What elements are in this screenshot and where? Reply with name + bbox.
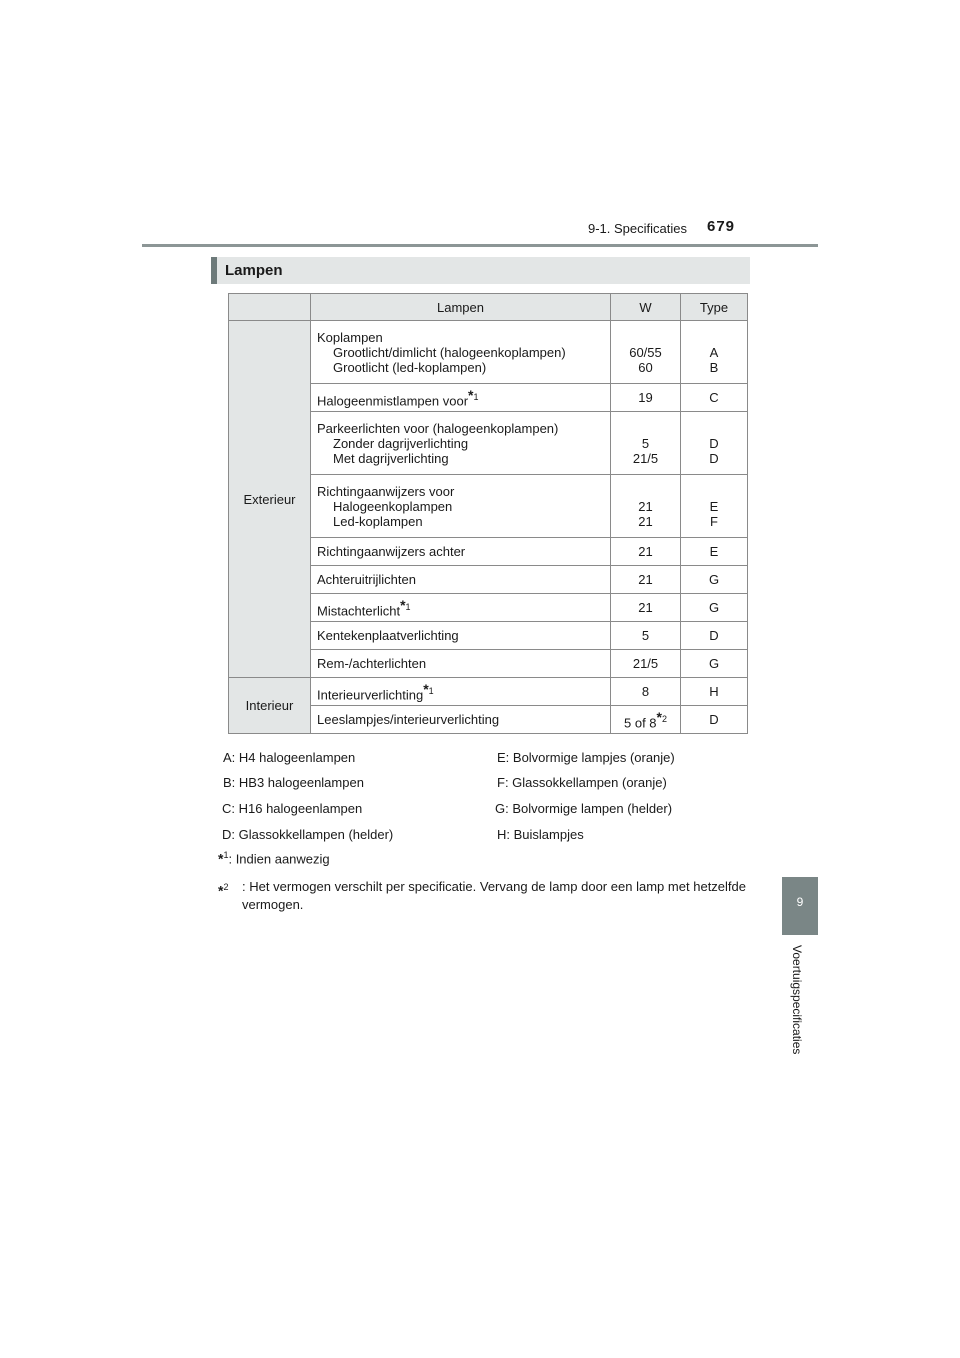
footnote-number: 1 <box>223 850 229 860</box>
column-header-watt: W <box>611 294 681 321</box>
watt-value: 5 of 8 <box>624 715 657 731</box>
type-cell: H <box>681 678 748 706</box>
lamp-sub: Grootlicht (led-koplampen) <box>333 359 487 375</box>
lamp-cell <box>311 475 611 538</box>
lamp-name: Interieurverlichting <box>317 687 424 703</box>
lamp-cell: Richtingaanwijzers achter <box>311 538 611 566</box>
legend-item: B: HB3 halogeenlampen <box>223 775 364 790</box>
legend-item: D: Glassokkellampen (helder) <box>222 827 394 842</box>
chapter-tab-label: Voertuigspecificaties <box>790 945 804 1055</box>
lamp-cell <box>311 594 611 622</box>
type-value: B <box>709 359 719 375</box>
watt-cell: 21 <box>611 566 681 594</box>
lamps-table <box>228 293 748 734</box>
watt-value: 60/55 <box>629 344 662 360</box>
watt-value: 21/5 <box>632 450 659 466</box>
section-heading-bar <box>211 257 750 284</box>
column-header-type: Type <box>681 294 748 321</box>
lamp-name: Koplampen <box>317 329 383 345</box>
type-cell: G <box>681 594 748 622</box>
footnote-mark: * <box>218 850 224 867</box>
lamp-name: Parkeerlichten voor (halogeenkoplampen) <box>317 420 559 436</box>
type-cell: C <box>681 384 748 412</box>
column-header-lamps: Lampen <box>311 294 611 321</box>
lamp-cell: Kentekenplaatverlichting <box>311 622 611 650</box>
footnote-marker: *$^2$ <box>218 882 229 899</box>
legend-item: F: Glassokkellampen (oranje) <box>497 775 667 790</box>
watt-value: 21 <box>638 498 653 514</box>
type-value: D <box>709 435 719 451</box>
legend-item: E: Bolvormige lampjes (oranje) <box>497 750 675 765</box>
type-cell: D <box>681 622 748 650</box>
watt-cell <box>611 475 681 538</box>
type-value: F <box>710 513 718 529</box>
group-interior: Interieur <box>229 678 311 734</box>
header-rule <box>142 244 818 247</box>
lamp-sub: Led-koplampen <box>333 513 423 529</box>
footnote-2 <box>218 878 746 914</box>
footnote-text: : Het vermogen verschilt per specificatie. Vervang de lamp door een lamp met hetzelfde vermogen. <box>242 879 746 912</box>
footnote-text: : Indien aanwezig <box>228 851 330 867</box>
watt-cell: 8 <box>611 678 681 706</box>
section-heading-accent <box>211 257 217 284</box>
table-row <box>229 321 748 384</box>
lamp-sub: Halogeenkoplampen <box>333 498 453 514</box>
watt-cell: 19 <box>611 384 681 412</box>
footnote-ref: *1 <box>400 596 411 613</box>
type-cell <box>681 475 748 538</box>
header-section-title: 9-1. Specificaties <box>588 221 687 236</box>
lamp-sub: Grootlicht/dimlicht (halogeenkoplampen) <box>333 344 566 360</box>
lamp-name: Mistachterlicht <box>317 603 401 619</box>
type-cell <box>681 321 748 384</box>
watt-cell <box>611 706 681 734</box>
lamp-cell <box>311 678 611 706</box>
type-value: E <box>709 498 719 514</box>
lamp-cell: Leeslampjes/interieurverlichting <box>311 706 611 734</box>
chapter-tab[interactable] <box>782 877 818 935</box>
lamp-cell <box>311 384 611 412</box>
group-exterior: Exterieur <box>229 321 311 678</box>
footnote-ref: *1 <box>468 386 479 403</box>
chapter-tab-number: 9 <box>796 895 804 909</box>
watt-value: 21 <box>638 513 653 529</box>
table-header-row <box>229 294 748 321</box>
lamp-sub: Met dagrijverlichting <box>333 450 449 466</box>
lamp-sub: Zonder dagrijverlichting <box>333 435 469 451</box>
type-value: D <box>709 450 719 466</box>
header-empty-cell <box>229 294 311 321</box>
watt-cell: 5 <box>611 622 681 650</box>
type-cell <box>681 412 748 475</box>
legend-item: C: H16 halogeenlampen <box>222 801 363 816</box>
type-value: A <box>709 344 719 360</box>
watt-cell: 21 <box>611 538 681 566</box>
footnote-ref: *2 <box>656 708 667 725</box>
type-cell: E <box>681 538 748 566</box>
watt-cell: 21/5 <box>611 650 681 678</box>
lamp-name: Richtingaanwijzers voor <box>317 483 455 499</box>
watt-cell <box>611 412 681 475</box>
section-heading-title: Lampen <box>225 262 283 279</box>
watt-value: 60 <box>638 359 653 375</box>
lamp-cell <box>311 412 611 475</box>
watt-value: 5 <box>641 435 650 451</box>
legend-item: G: Bolvormige lampen (helder) <box>495 801 673 816</box>
type-cell: D <box>681 706 748 734</box>
legend-item: A: H4 halogeenlampen <box>223 750 356 765</box>
table-row <box>229 678 748 706</box>
lamp-cell <box>311 321 611 384</box>
footnote-1 <box>218 850 330 866</box>
type-cell: G <box>681 650 748 678</box>
watt-cell <box>611 321 681 384</box>
page-number: 679 <box>707 218 736 235</box>
legend-item: H: Buislampjes <box>497 827 584 842</box>
lamp-cell: Achteruitrijlichten <box>311 566 611 594</box>
footnote-ref: *1 <box>423 680 434 697</box>
lamp-name: Halogeenmistlampen voor <box>317 393 469 409</box>
type-cell: G <box>681 566 748 594</box>
watt-cell: 21 <box>611 594 681 622</box>
lamp-cell: Rem-/achterlichten <box>311 650 611 678</box>
